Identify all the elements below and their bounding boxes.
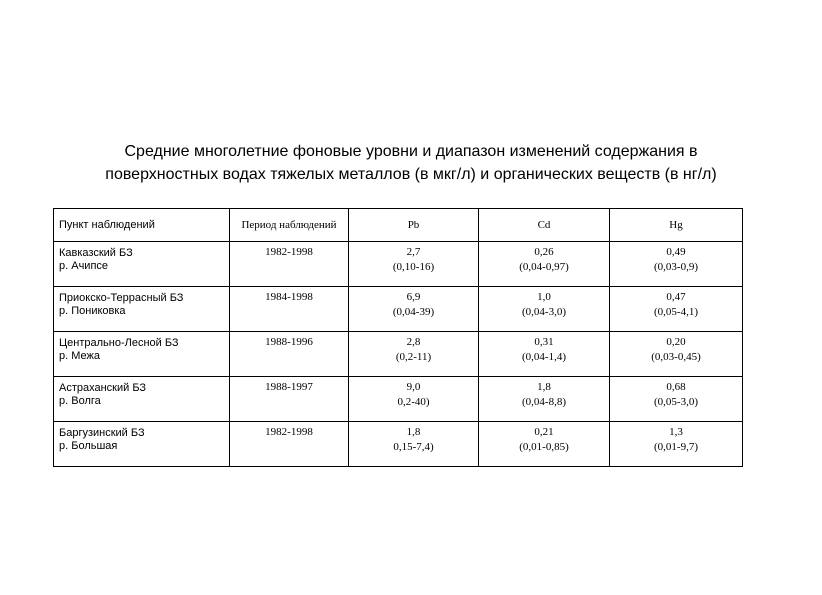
pb-value: 2,8 [406, 336, 421, 348]
cell-hg [610, 332, 743, 377]
table-row [54, 377, 743, 422]
pb-range: (0,2-11) [395, 351, 432, 363]
hg-value: 0,47 [666, 291, 686, 303]
hg-range: (0,03-0,9) [654, 261, 698, 273]
cd-range: (0,04-0,97) [519, 261, 569, 273]
cd-range: (0,04-8,8) [522, 396, 566, 408]
hg-range: (0,03-0,45) [651, 351, 701, 363]
header-pb: Pb [349, 209, 479, 242]
cd-range: (0,04-1,4) [522, 351, 566, 363]
pb-value: 2,7 [406, 246, 421, 258]
title-line-2: поверхностных водах тяжелых металлов (в мкг/л) и органических веществ (в нг/л) [105, 166, 717, 183]
title-line-1: Средние многолетние фоновые уровни и диапазон изменений содержания в [124, 143, 698, 160]
cell-pb [349, 377, 479, 422]
cd-value: 0,31 [534, 336, 554, 348]
hg-value: 1,3 [669, 426, 683, 438]
cd-value: 1,8 [537, 381, 551, 393]
cd-range: (0,01-0,85) [519, 441, 569, 453]
hg-value: 0,49 [666, 246, 686, 258]
header-cd: Cd [479, 209, 610, 242]
pb-range: 0,2-40) [397, 396, 430, 408]
cell-point [54, 287, 230, 332]
cell-pb [349, 242, 479, 287]
table-row [54, 242, 743, 287]
document-title [0, 140, 822, 186]
cell-cd [479, 287, 610, 332]
header-period: Период наблюдений [230, 209, 349, 242]
hg-range: (0,05-3,0) [654, 396, 698, 408]
cell-point [54, 332, 230, 377]
cell-period: 1988-1997 [230, 377, 349, 422]
header-point: Пункт наблюдений [54, 209, 230, 242]
pb-value: 9,0 [406, 381, 421, 393]
cell-pb [349, 332, 479, 377]
cell-cd [479, 242, 610, 287]
point-river: р. Пониковка [59, 305, 126, 317]
point-river: р. Большая [59, 440, 118, 452]
table-row [54, 332, 743, 377]
pb-range: 0,15-7,4) [393, 441, 434, 453]
cell-point [54, 377, 230, 422]
hg-range: (0,05-4,1) [654, 306, 698, 318]
cell-point [54, 422, 230, 467]
hg-value: 0,68 [666, 381, 686, 393]
cell-period: 1982-1998 [230, 422, 349, 467]
cell-cd [479, 332, 610, 377]
cell-period: 1988-1996 [230, 332, 349, 377]
point-name: Кавказский БЗ [59, 247, 133, 259]
table-header-row [54, 209, 743, 242]
cell-period: 1982-1998 [230, 242, 349, 287]
pb-range: (0,04-39) [392, 306, 435, 318]
data-table [53, 208, 743, 467]
pb-range: (0,10-16) [392, 261, 435, 273]
point-river: р. Волга [59, 395, 101, 407]
cell-hg [610, 422, 743, 467]
hg-value: 0,20 [666, 336, 686, 348]
cell-period: 1984-1998 [230, 287, 349, 332]
point-name: Баргузинский БЗ [59, 427, 145, 439]
cell-cd [479, 422, 610, 467]
header-hg: Hg [610, 209, 743, 242]
cd-value: 0,21 [534, 426, 554, 438]
cd-range: (0,04-3,0) [522, 306, 566, 318]
hg-range: (0,01-9,7) [654, 441, 698, 453]
cell-point [54, 242, 230, 287]
point-river: р. Межа [59, 350, 100, 362]
cell-hg [610, 287, 743, 332]
cell-hg [610, 242, 743, 287]
cd-value: 1,0 [537, 291, 551, 303]
point-name: Астраханский БЗ [59, 382, 147, 394]
pb-value: 6,9 [406, 291, 421, 303]
point-name: Центрально-Лесной БЗ [59, 337, 179, 349]
cell-hg [610, 377, 743, 422]
cell-cd [479, 377, 610, 422]
point-name: Приокско-Террасный БЗ [59, 292, 184, 304]
point-river: р. Ачипсе [59, 260, 109, 272]
cell-pb [349, 422, 479, 467]
cell-pb [349, 287, 479, 332]
table-row [54, 287, 743, 332]
table-row [54, 422, 743, 467]
cd-value: 0,26 [534, 246, 554, 258]
pb-value: 1,8 [406, 426, 421, 438]
